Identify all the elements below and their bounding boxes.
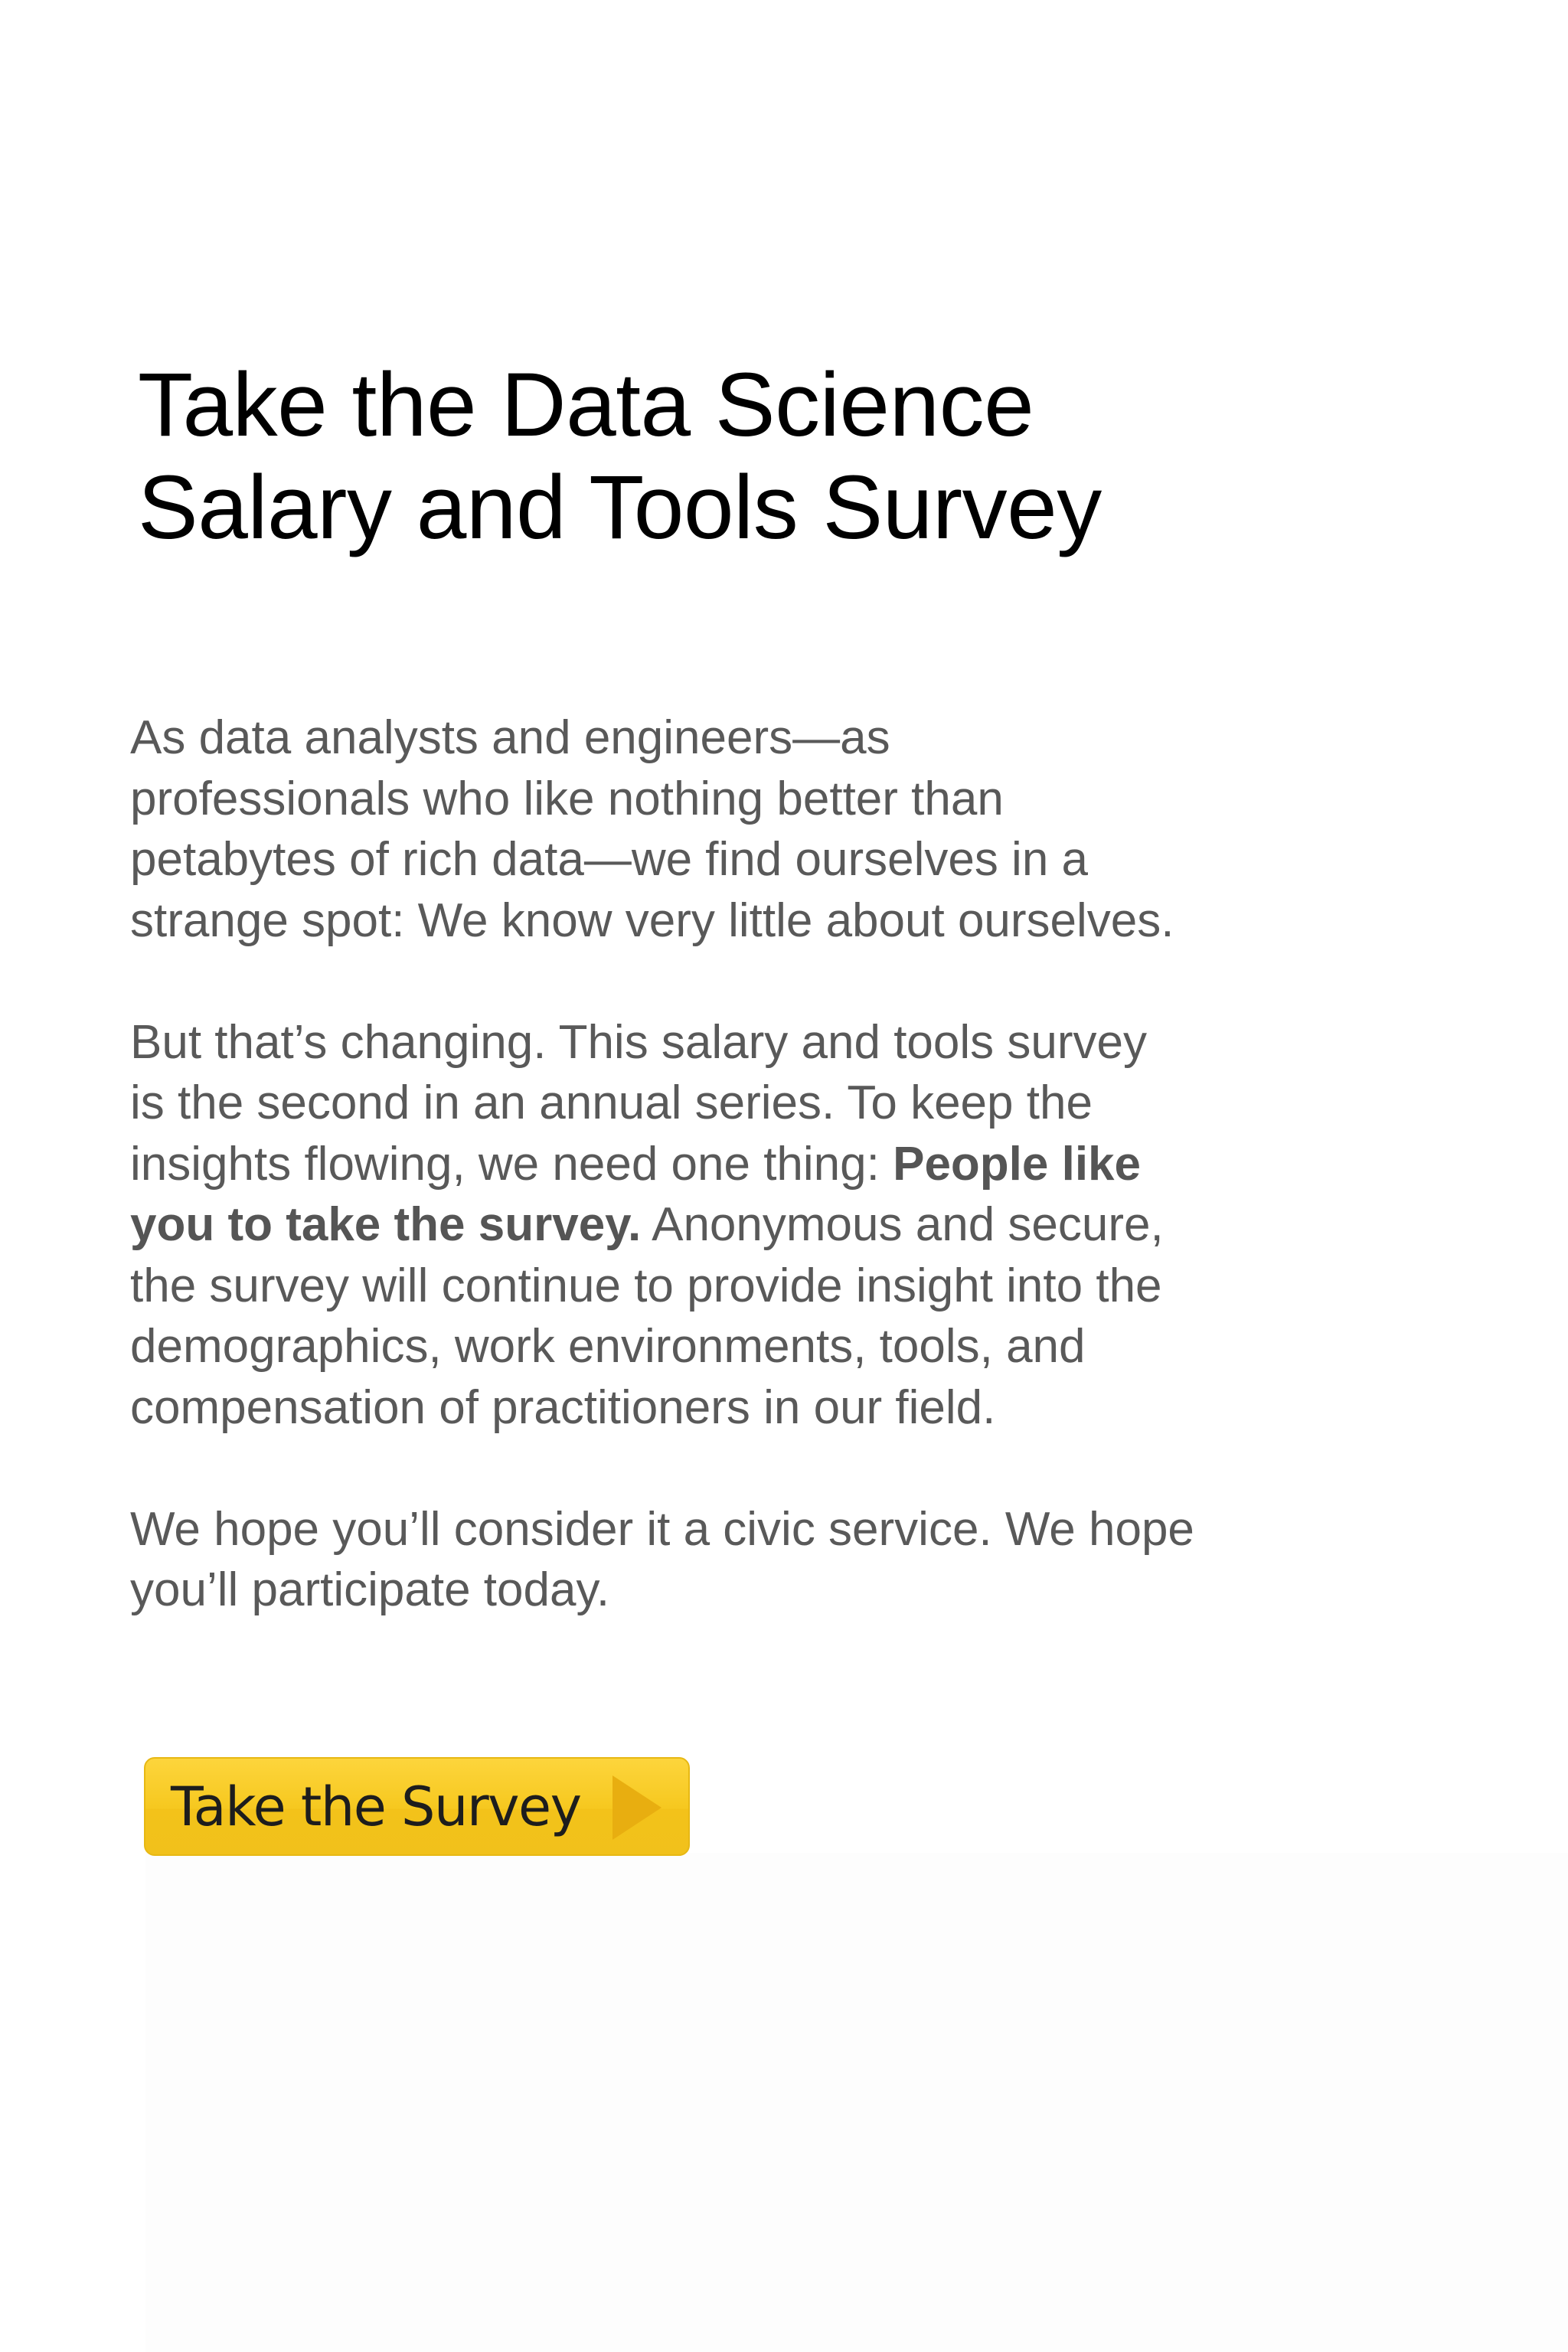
paragraph-line: We hope you’ll consider it a civic service. We hope	[130, 1502, 1194, 1556]
paragraph-line: is the second in an annual series. To keep the	[130, 1076, 1093, 1129]
play-arrow-icon	[612, 1775, 662, 1840]
lower-panel	[145, 1853, 1568, 2352]
take-survey-button[interactable]	[144, 1757, 690, 1856]
paragraph-line: demographics, work environments, tools, and	[130, 1320, 1086, 1373]
title-line-2: Salary and Tools Survey	[138, 457, 1102, 558]
paragraph-intro	[130, 707, 1279, 951]
paragraph-line	[130, 1194, 1279, 1256]
paragraph-text: insights flowing, we need one thing:	[130, 1137, 893, 1191]
emphasis-text: People like	[893, 1137, 1142, 1191]
paragraph-changing	[130, 1012, 1279, 1439]
survey-description	[130, 707, 1279, 1681]
paragraph-line: But that’s changing. This salary and tools survey	[130, 1015, 1148, 1069]
paragraph-closing	[130, 1499, 1279, 1621]
title-line-1: Take the Data Science	[138, 354, 1034, 456]
emphasis-text: you to take the survey.	[130, 1198, 642, 1251]
paragraph-line: professionals who like nothing better than	[130, 772, 1004, 825]
paragraph-line	[130, 1134, 1279, 1195]
page-title	[138, 354, 1286, 559]
paragraph-line: strange spot: We know very little about ourselves.	[130, 893, 1174, 947]
take-survey-label: Take the Survey	[171, 1775, 581, 1838]
paragraph-line: you’ll participate today.	[130, 1563, 610, 1616]
paragraph-line: petabytes of rich data—we find ourselves in a	[130, 833, 1089, 886]
paragraph-text: Anonymous and secure,	[641, 1198, 1164, 1251]
paragraph-line: As data analysts and engineers—as	[130, 711, 890, 764]
paragraph-line: compensation of practitioners in our field.	[130, 1380, 996, 1434]
paragraph-line: the survey will continue to provide insight into the	[130, 1259, 1162, 1312]
